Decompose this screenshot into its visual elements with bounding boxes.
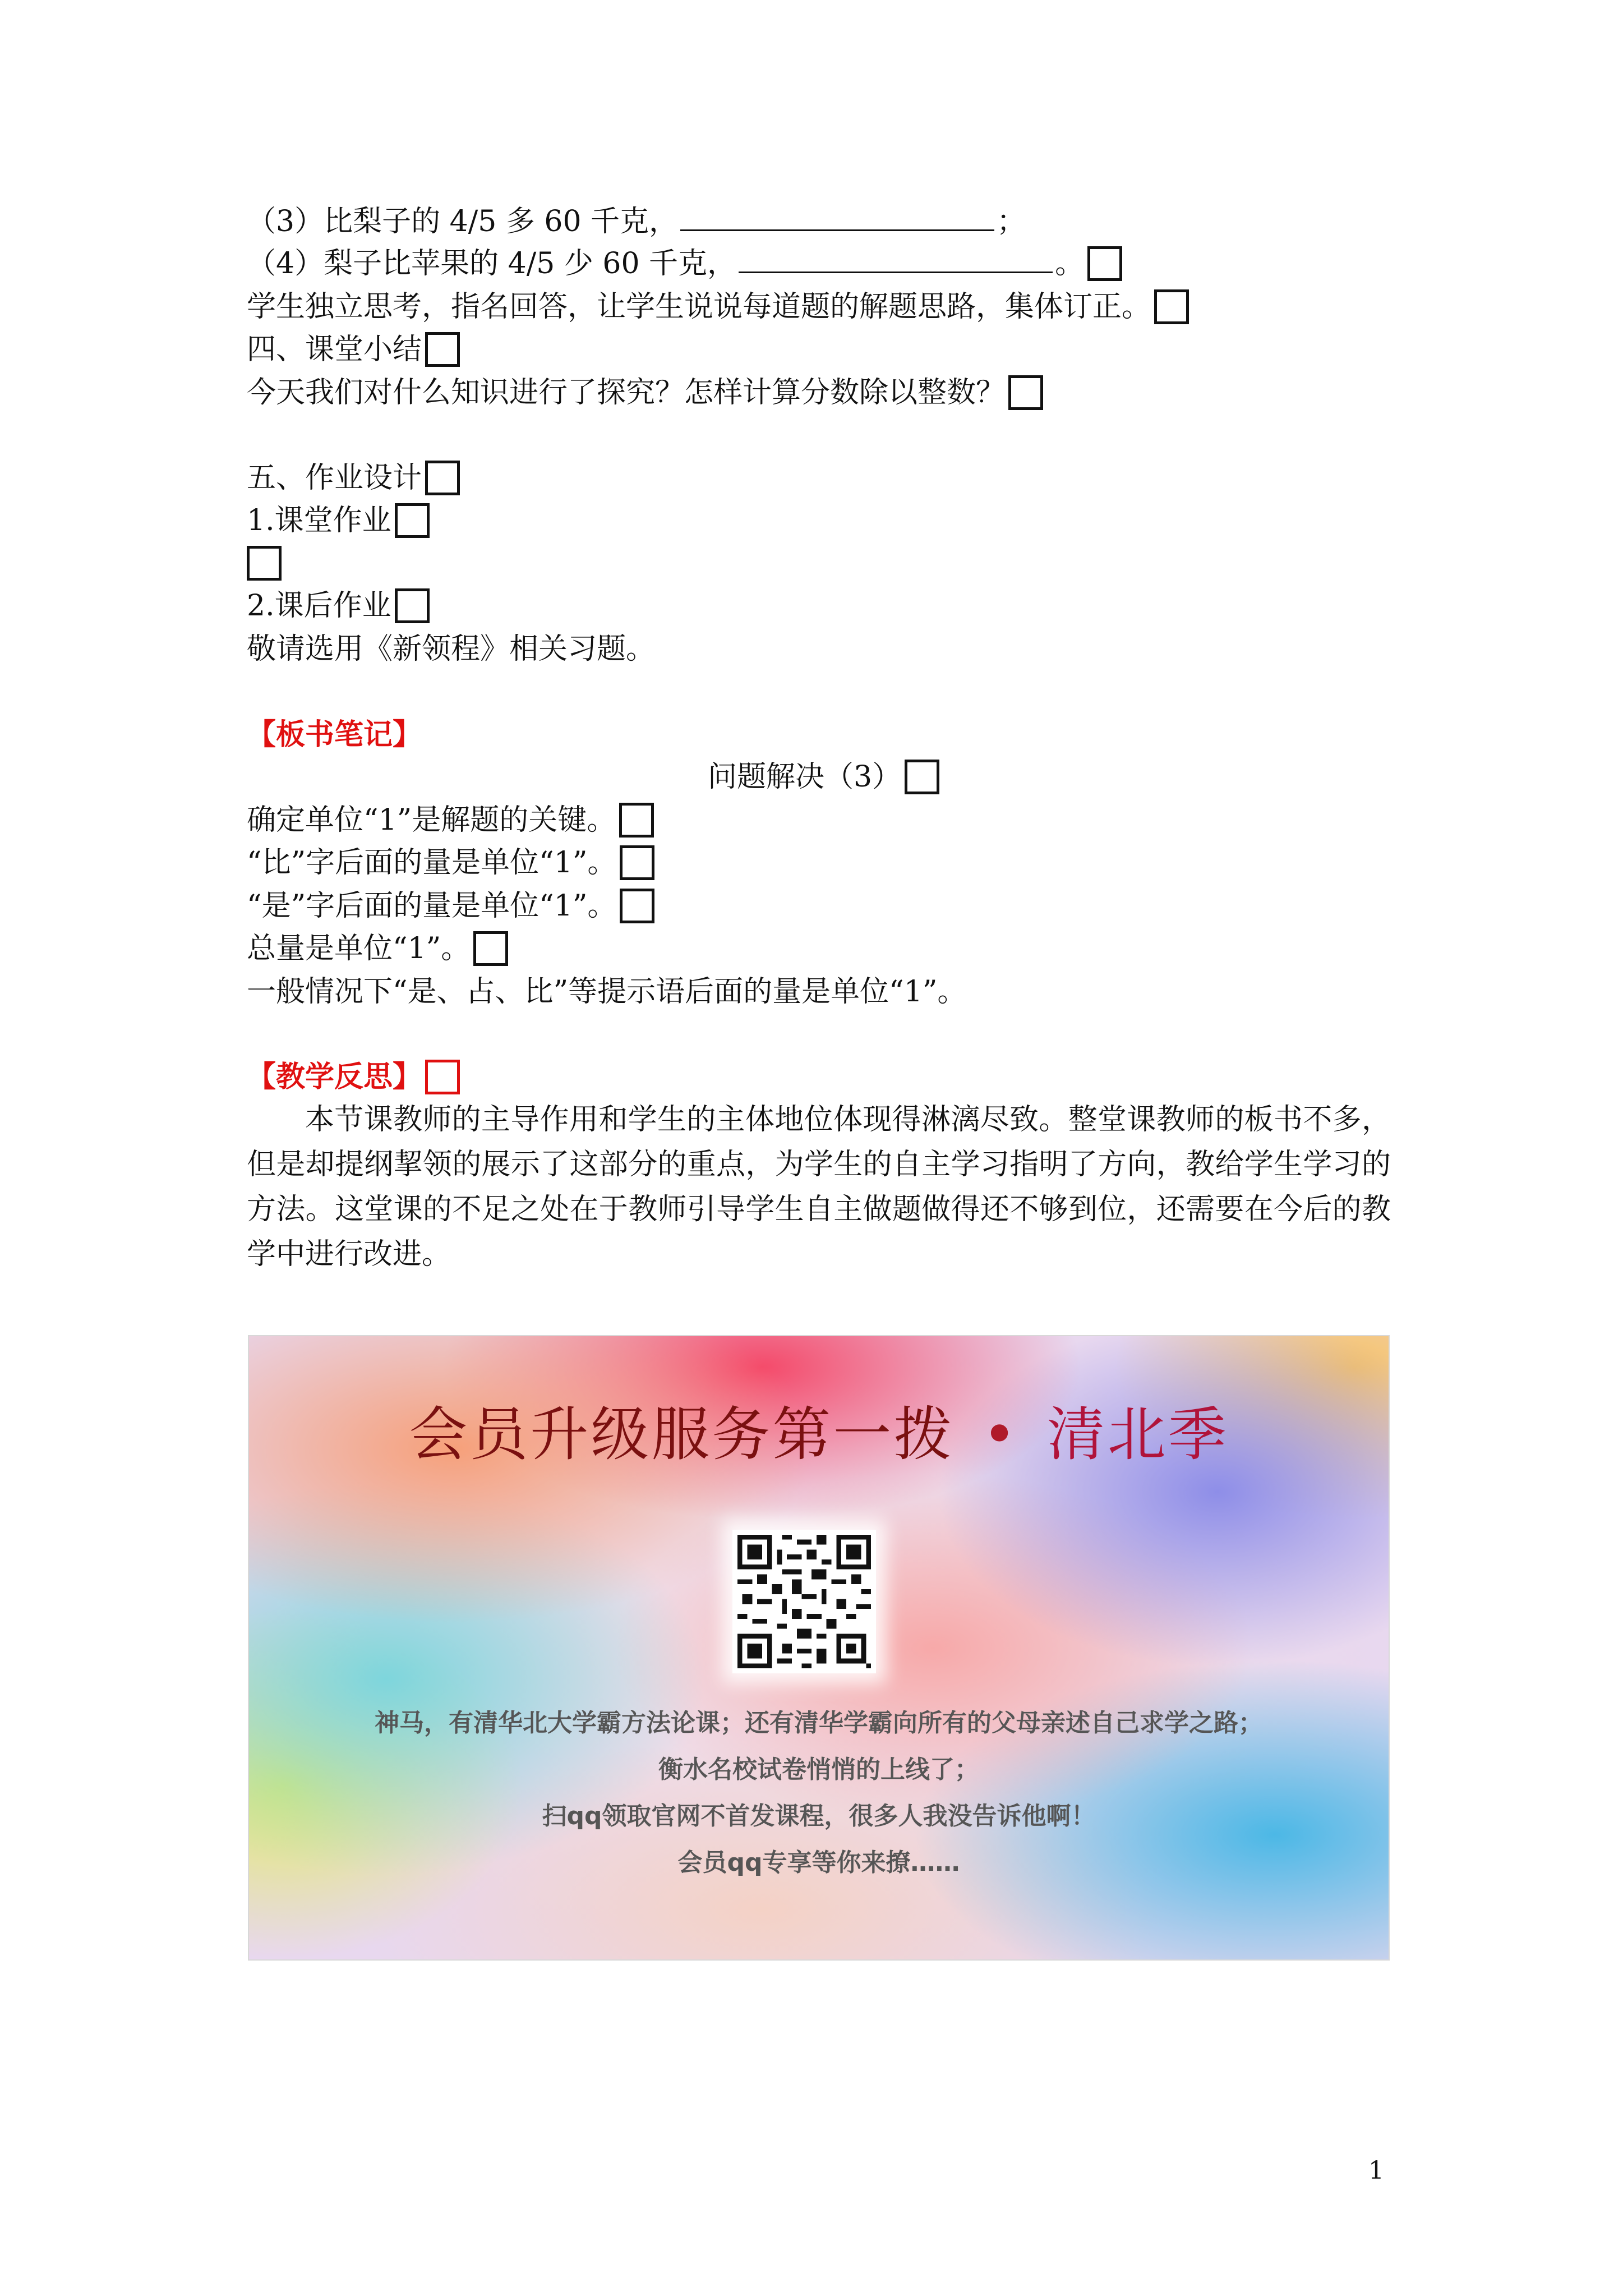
checkbox[interactable] <box>620 889 654 923</box>
empty-checkbox-line <box>247 541 282 586</box>
checkbox[interactable] <box>395 588 430 623</box>
board-item: 总量是单位“1”。 <box>247 926 508 971</box>
checkbox[interactable] <box>619 803 654 838</box>
question-4: （4）梨子比苹果的 4/5 少 60 千克， 。 <box>247 241 1122 286</box>
checkbox[interactable] <box>395 503 430 538</box>
question-3: （3）比梨子的 4/5 多 60 千克， ； <box>247 199 1026 244</box>
banner-line-4: 会员qq专享等你来撩…… <box>677 1848 960 1877</box>
homework-1: 1.课堂作业 <box>247 498 430 543</box>
answer-blank-4[interactable] <box>739 242 1053 273</box>
checkbox[interactable] <box>247 546 282 581</box>
section-4-heading: 四、课堂小结 <box>247 327 460 372</box>
board-item: 确定单位“1”是解题的关键。 <box>247 798 654 843</box>
question-3-text: （3）比梨子的 4/5 多 60 千克， <box>247 205 679 238</box>
checkbox[interactable] <box>905 760 939 794</box>
reflection-heading-line <box>247 1055 460 1099</box>
checkbox[interactable] <box>620 845 654 880</box>
homework-2: 2.课后作业 <box>247 583 430 628</box>
section-5-heading: 五、作业设计 <box>247 455 460 500</box>
banner-line-1: 神马，有清华北大学霸方法论课；还有清华学霸向所有的父母亲述自己求学之路； <box>375 1709 1263 1737</box>
board-item: 一般情况下“是、占、比”等提示语后面的量是单位“1”。 <box>247 975 967 1009</box>
checkbox[interactable] <box>1008 375 1043 410</box>
banner-title: 会员升级服务第一拨 • 清北季 <box>409 1400 1229 1469</box>
checkbox[interactable] <box>425 332 460 367</box>
checkbox[interactable] <box>473 931 508 966</box>
reflection-paragraph: 本节课教师的主导作用和学生的主体地位体现得淋漓尽致。整堂课教师的板书不多，但是却提纲挈领的展示了这部分的重点，为学生的自主学习指明了方向，教给学生学习的方法。这堂课的不足之处在于教师引导学生自主做题做得还不够到位，还需要在今后的教学中进行改进。 <box>247 1103 1391 1271</box>
summary-question: 今天我们对什么知识进行了探究？怎样计算分数除以整数？ <box>247 370 1043 415</box>
checkbox[interactable] <box>1087 246 1122 281</box>
board-item: “比”字后面的量是单位“1”。 <box>247 840 654 885</box>
banner-line-2: 衡水名校试卷悄悄的上线了； <box>658 1755 979 1784</box>
homework-2-note: 敬请选用《新领程》相关习题。 <box>247 632 656 666</box>
page-number: 1 <box>1368 2156 1384 2185</box>
qr-code-icon[interactable] <box>732 1530 876 1673</box>
board-item: “是”字后面的量是单位“1”。 <box>247 884 654 928</box>
banner-line-3: 扫qq领取官网不首发课程，很多人我没告诉他啊！ <box>542 1802 1096 1830</box>
board-notes-heading: 【板书笔记】 <box>247 717 422 752</box>
question-4-text: （4）梨子比苹果的 4/5 少 60 千克， <box>247 247 737 280</box>
board-title: 问题解决（3） <box>708 754 939 799</box>
answer-blank-3[interactable] <box>680 200 994 231</box>
students-think-line: 学生独立思考，指名回答，让学生说说每道题的解题思路，集体订正。 <box>247 284 1189 329</box>
checkbox[interactable] <box>425 461 460 495</box>
reflection-heading: 【教学反思】 <box>247 1060 422 1094</box>
promo-banner[interactable] <box>248 1335 1390 1961</box>
checkbox[interactable] <box>1154 289 1189 324</box>
checkbox[interactable] <box>425 1060 460 1094</box>
